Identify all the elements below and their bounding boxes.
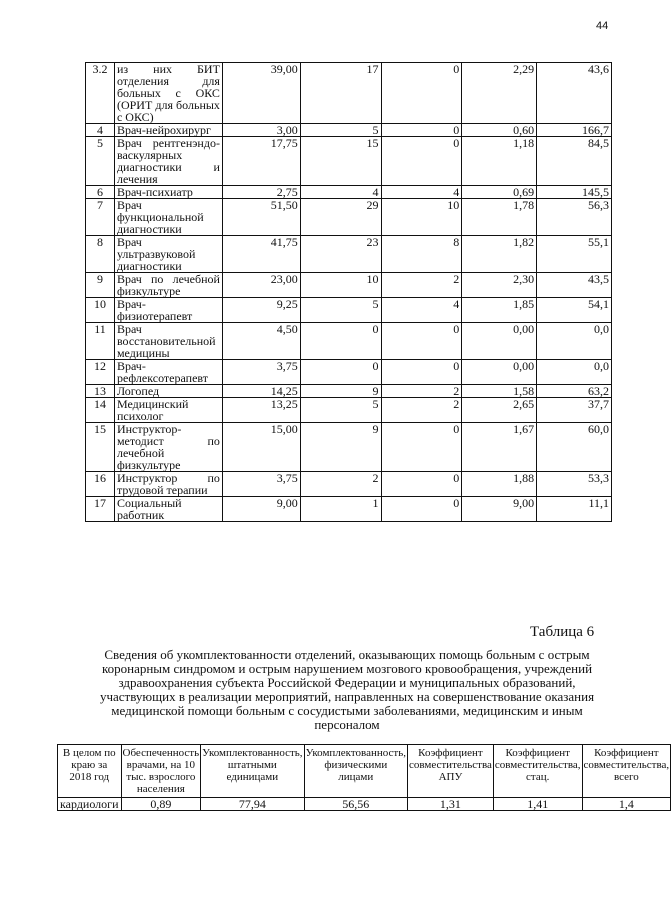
table-row (86, 137, 612, 186)
summary-header-cell: Укомплектованность, физическими лицами (304, 745, 407, 798)
value-cell: 2 (300, 472, 381, 497)
value-cell: 0 (300, 360, 381, 385)
position-name-cell: Врач рентгенэндо-васкулярных диагностики и лечения (114, 137, 222, 186)
table-row (86, 385, 612, 398)
summary-header-cell: Коэффициент совместительства АПУ (407, 745, 493, 798)
value-cell: 37,7 (537, 398, 612, 423)
value-cell: 2,65 (462, 398, 537, 423)
row-number-cell: 8 (86, 236, 115, 273)
summary-header-cell: Коэффициент совместительства, всего (582, 745, 671, 798)
value-cell: 0 (381, 360, 462, 385)
value-cell: 51,50 (222, 199, 300, 236)
value-cell: 17 (300, 63, 381, 124)
value-cell: 2,29 (462, 63, 537, 124)
table-row (86, 63, 612, 124)
position-name-cell: Врач-нейрохирург (114, 124, 222, 137)
value-cell: 10 (300, 273, 381, 298)
table-row (86, 323, 612, 360)
row-number-cell: 4 (86, 124, 115, 137)
value-cell: 43,5 (537, 273, 612, 298)
table-row (86, 398, 612, 423)
summary-header-cell: Коэффициент совместительства, стац. (493, 745, 582, 798)
value-cell: 5 (300, 124, 381, 137)
table-row (86, 199, 612, 236)
value-cell: 4 (381, 186, 462, 199)
position-name-cell: Врач-психиатр (114, 186, 222, 199)
value-cell: 1 (300, 497, 381, 522)
value-cell: 41,75 (222, 236, 300, 273)
position-name-cell: Врач-рефлексотерапевт (114, 360, 222, 385)
value-cell: 0 (381, 137, 462, 186)
row-number-cell: 16 (86, 472, 115, 497)
value-cell: 0 (381, 323, 462, 360)
summary-header-row (58, 745, 671, 798)
value-cell: 1,85 (462, 298, 537, 323)
value-cell: 63,2 (537, 385, 612, 398)
staff-table (85, 62, 612, 522)
row-number-cell: 6 (86, 186, 115, 199)
value-cell: 4,50 (222, 323, 300, 360)
row-number-cell: 11 (86, 323, 115, 360)
value-cell: 11,1 (537, 497, 612, 522)
summary-cell: 1,31 (407, 798, 493, 811)
value-cell: 0,0 (537, 323, 612, 360)
value-cell: 9 (300, 385, 381, 398)
value-cell: 0 (381, 124, 462, 137)
summary-cell: 1,4 (582, 798, 671, 811)
value-cell: 56,3 (537, 199, 612, 236)
table-row (86, 298, 612, 323)
summary-row (58, 798, 671, 811)
position-name-cell: Врач восстановительной медицины (114, 323, 222, 360)
table-caption: Таблица 6 (530, 624, 595, 640)
value-cell: 0,00 (462, 323, 537, 360)
row-number-cell: 5 (86, 137, 115, 186)
value-cell: 10 (381, 199, 462, 236)
table-row (86, 360, 612, 385)
value-cell: 2,75 (222, 186, 300, 199)
position-name-cell: Врач по лечебной физкультуре (114, 273, 222, 298)
summary-cell: 56,56 (304, 798, 407, 811)
position-name-cell: из них БИТ отделения для больных с ОКС (ОРИТ для больных с ОКС) (114, 63, 222, 124)
value-cell: 23,00 (222, 273, 300, 298)
value-cell: 0 (381, 423, 462, 472)
row-number-cell: 17 (86, 497, 115, 522)
table-row (86, 124, 612, 137)
row-number-cell: 10 (86, 298, 115, 323)
value-cell: 13,25 (222, 398, 300, 423)
value-cell: 2 (381, 398, 462, 423)
summary-cell: 77,94 (201, 798, 304, 811)
summary-header-cell: В целом по краю за 2018 год (58, 745, 122, 798)
row-number-cell: 12 (86, 360, 115, 385)
value-cell: 23 (300, 236, 381, 273)
value-cell: 15,00 (222, 423, 300, 472)
value-cell: 15 (300, 137, 381, 186)
value-cell: 2 (381, 385, 462, 398)
value-cell: 1,78 (462, 199, 537, 236)
value-cell: 39,00 (222, 63, 300, 124)
value-cell: 8 (381, 236, 462, 273)
summary-cell: 0,89 (121, 798, 201, 811)
staff-table-body (86, 63, 612, 522)
table-row (86, 236, 612, 273)
summary-header-cell: Укомплектованность, штатными единицами (201, 745, 304, 798)
value-cell: 0 (381, 63, 462, 124)
value-cell: 166,7 (537, 124, 612, 137)
value-cell: 1,82 (462, 236, 537, 273)
value-cell: 1,58 (462, 385, 537, 398)
position-name-cell: Врач ультразвуковой диагностики (114, 236, 222, 273)
table-row (86, 273, 612, 298)
row-number-cell: 15 (86, 423, 115, 472)
value-cell: 0,00 (462, 360, 537, 385)
summary-header-cell: Обеспеченность врачами, на 10 тыс. взрослого населения (121, 745, 201, 798)
value-cell: 9,00 (462, 497, 537, 522)
value-cell: 29 (300, 199, 381, 236)
position-name-cell: Врач-физиотерапевт (114, 298, 222, 323)
value-cell: 9,25 (222, 298, 300, 323)
position-name-cell: Врач функциональной диагностики (114, 199, 222, 236)
row-number-cell: 9 (86, 273, 115, 298)
summary-cell: 1,41 (493, 798, 582, 811)
value-cell: 0,60 (462, 124, 537, 137)
value-cell: 0 (381, 497, 462, 522)
row-number-cell: 3.2 (86, 63, 115, 124)
row-number-cell: 14 (86, 398, 115, 423)
value-cell: 0,69 (462, 186, 537, 199)
value-cell: 0 (381, 472, 462, 497)
value-cell: 5 (300, 298, 381, 323)
value-cell: 84,5 (537, 137, 612, 186)
position-name-cell: Логопед (114, 385, 222, 398)
value-cell: 3,75 (222, 360, 300, 385)
row-number-cell: 13 (86, 385, 115, 398)
value-cell: 1,18 (462, 137, 537, 186)
value-cell: 5 (300, 398, 381, 423)
value-cell: 2 (381, 273, 462, 298)
summary-cell: кардиологи (58, 798, 122, 811)
table-row (86, 497, 612, 522)
value-cell: 53,3 (537, 472, 612, 497)
value-cell: 1,88 (462, 472, 537, 497)
value-cell: 54,1 (537, 298, 612, 323)
value-cell: 55,1 (537, 236, 612, 273)
position-name-cell: Социальный работник (114, 497, 222, 522)
value-cell: 0 (300, 323, 381, 360)
value-cell: 43,6 (537, 63, 612, 124)
table-row (86, 186, 612, 199)
position-name-cell: Медицинский психолог (114, 398, 222, 423)
position-name-cell: Инструктор-методист по лечебной физкультуре (114, 423, 222, 472)
value-cell: 60,0 (537, 423, 612, 472)
table-row (86, 472, 612, 497)
value-cell: 2,30 (462, 273, 537, 298)
table-row (86, 423, 612, 472)
value-cell: 3,75 (222, 472, 300, 497)
page-number: 44 (596, 20, 609, 32)
value-cell: 4 (381, 298, 462, 323)
value-cell: 145,5 (537, 186, 612, 199)
summary-table (57, 744, 671, 811)
value-cell: 3,00 (222, 124, 300, 137)
value-cell: 0,0 (537, 360, 612, 385)
value-cell: 17,75 (222, 137, 300, 186)
row-number-cell: 7 (86, 199, 115, 236)
position-name-cell: Инструктор по трудовой терапии (114, 472, 222, 497)
value-cell: 9,00 (222, 497, 300, 522)
value-cell: 14,25 (222, 385, 300, 398)
value-cell: 9 (300, 423, 381, 472)
value-cell: 4 (300, 186, 381, 199)
value-cell: 1,67 (462, 423, 537, 472)
table-heading: Сведения об укомплектованности отделений, оказывающих помощь больным с острым коронарным синдромом и острым нарушением мозгового кровообращения, учреждений здравоохранения субъекта Российской Федерации и муниципальных образований, участвующих в реализации мероприятий, направленных на совершенствование оказания медицинской помощи больным с сосудистыми заболеваниями, медицинским и иным персоналом (99, 647, 595, 732)
